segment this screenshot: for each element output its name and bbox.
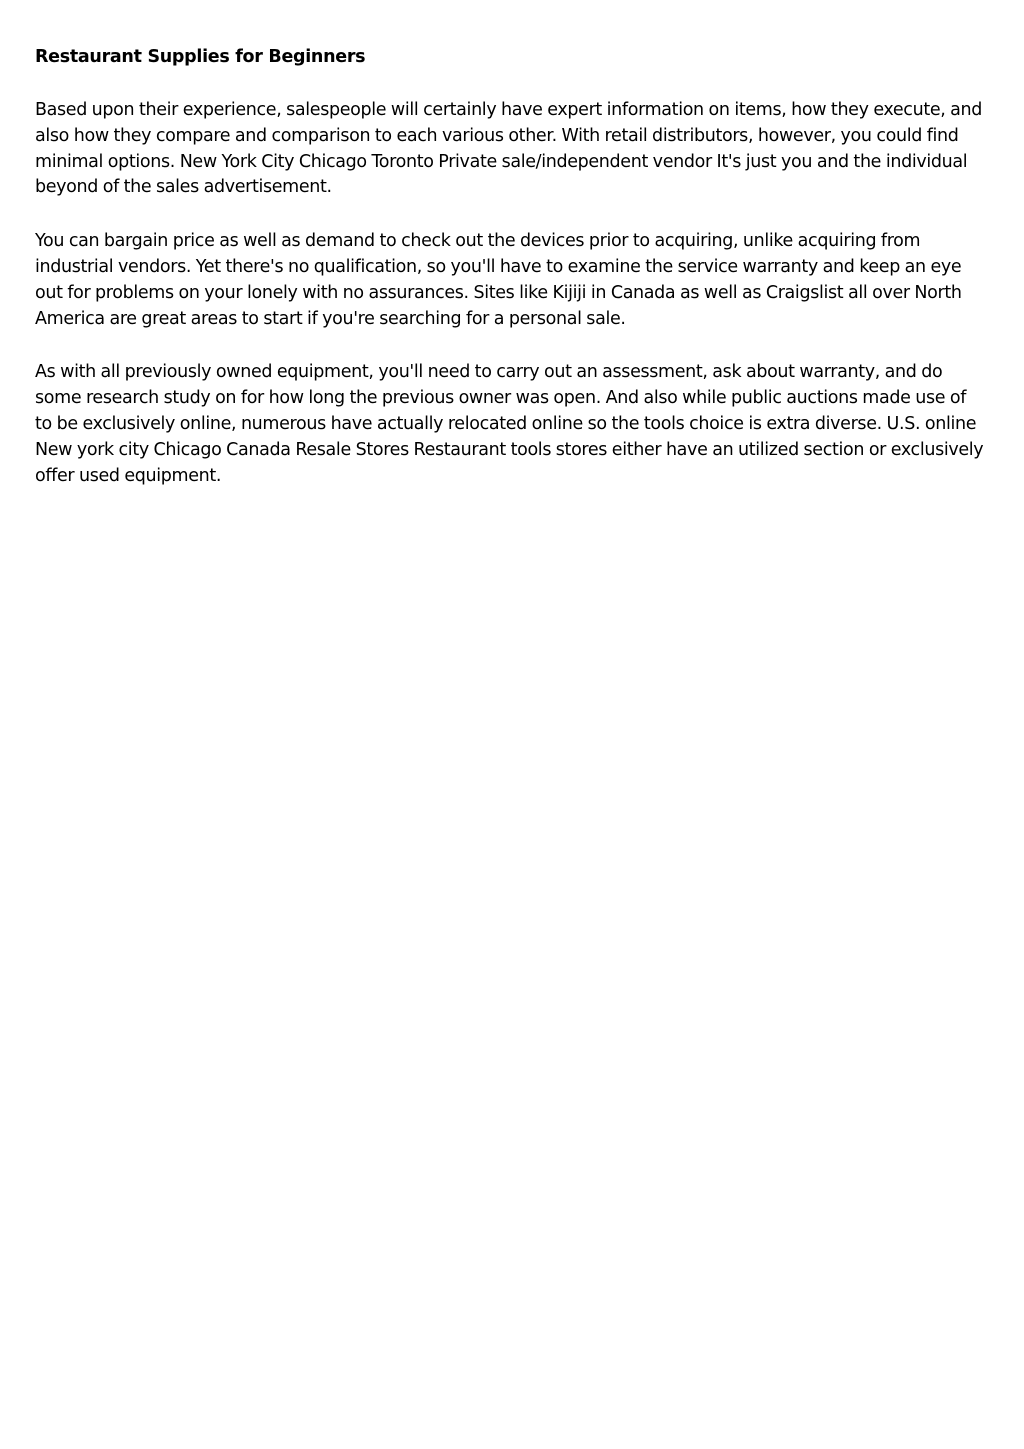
document-title: Restaurant Supplies for Beginners bbox=[35, 47, 366, 67]
document-page bbox=[35, 44, 987, 517]
paragraph-2: You can bargain price as well as demand to check out the devices prior to acquiring, unlike acquiring from industrial vendors. Yet there's no qualification, so you'll have to examine the service warranty and keep an eye out for problems on your lonely with no assurances. Sites like Kijiji in Canada as well as Craigslist all over North America are great areas to start if you're searching for a personal sale. bbox=[35, 231, 962, 329]
paragraph-1: Based upon their experience, salespeople will certainly have expert information on items, how they execute, and also how they compare and comparison to each various other. With retail distributors, however, you could find minimal options. New York City Chicago Toronto Private sale/independent vendor It's just you and the individual beyond of the sales advertisement. bbox=[35, 100, 983, 198]
paragraph-3: As with all previously owned equipment, you'll need to carry out an assessment, ask about warranty, and do some research study on for how long the previous owner was open. And also while public auctions made use of to be exclusively online, numerous have actually relocated online so the tools choice is extra diverse. U.S. online New york city Chicago Canada Resale Stores Restaurant tools stores either have an utilized section or exclusively offer used equipment. bbox=[35, 362, 984, 486]
